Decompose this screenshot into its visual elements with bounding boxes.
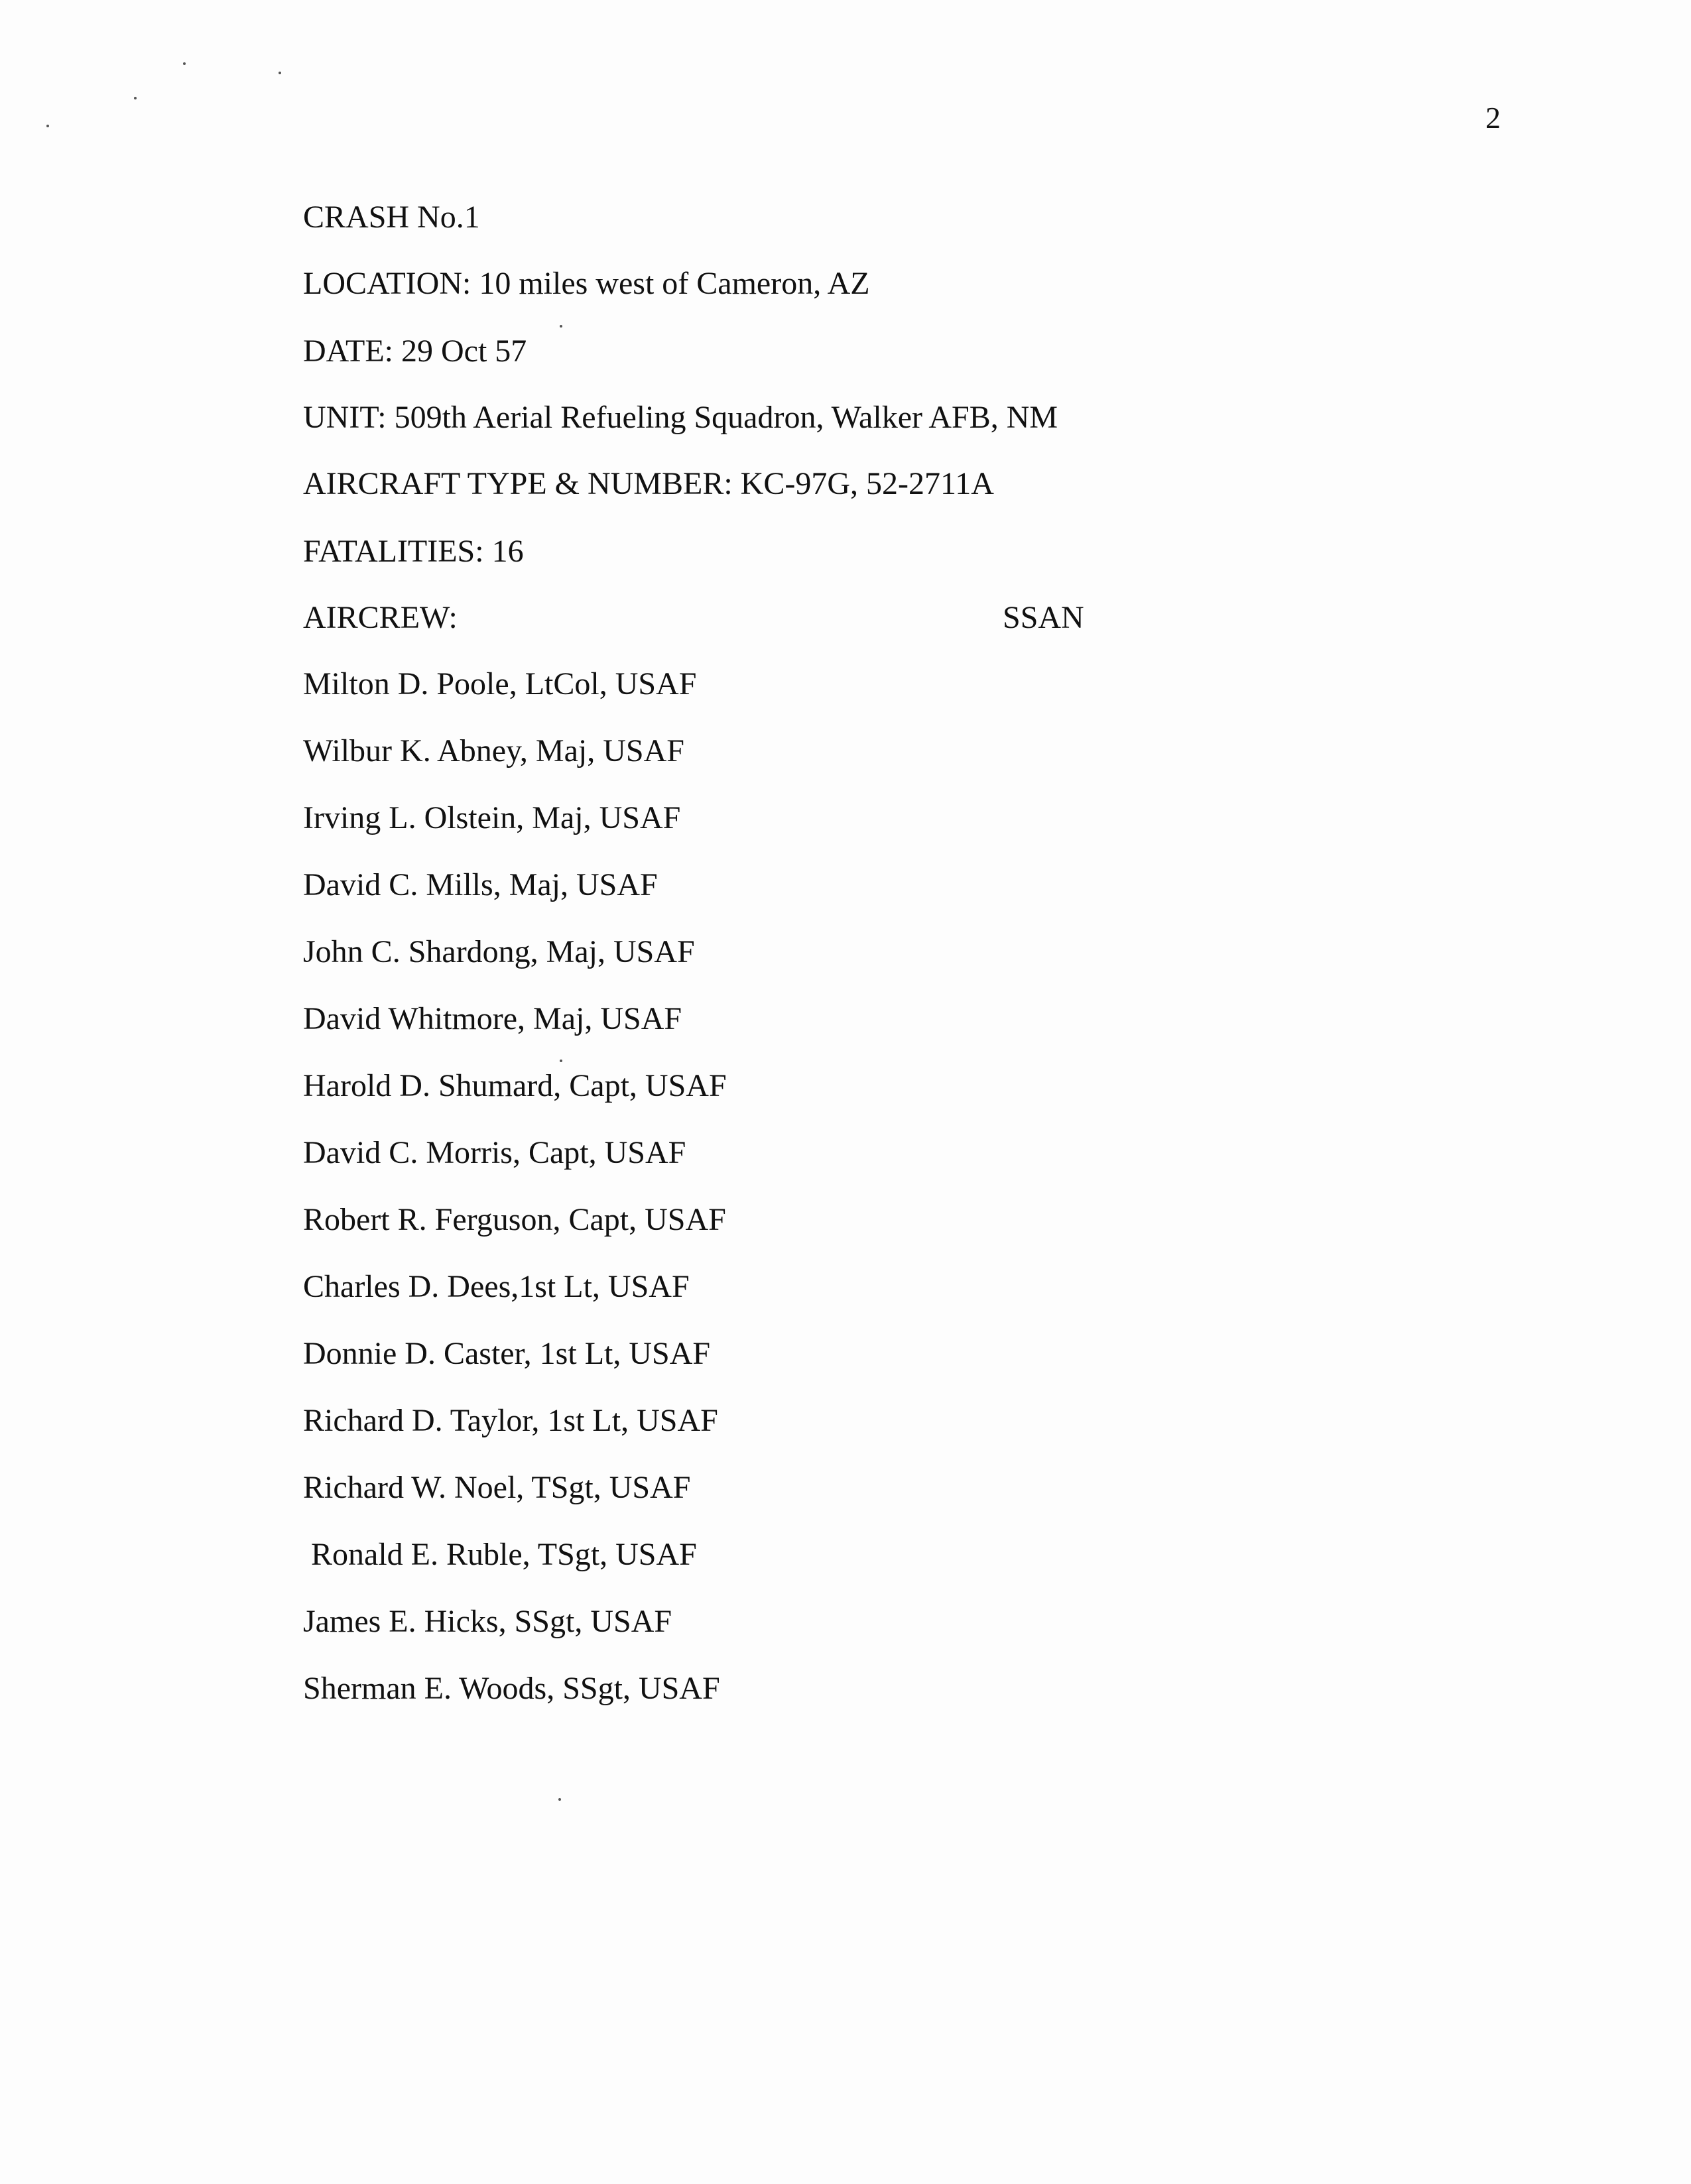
scan-speck [46,125,49,127]
ssan-column-header: SSAN [1003,600,1084,635]
scan-speck [279,72,281,74]
aircrew-member: Richard D. Taylor, 1st Lt, USAF [303,1403,718,1438]
scan-speck [558,1798,561,1801]
aircrew-member: John C. Shardong, Maj, USAF [303,934,695,969]
scan-speck [134,97,137,99]
page-number: 2 [1485,101,1501,135]
aircrew-list [303,664,727,1736]
crash-location: LOCATION: 10 miles west of Cameron, AZ [303,266,870,301]
aircrew-member: Richard W. Noel, TSgt, USAF [303,1470,691,1505]
aircrew-member: Harold D. Shumard, Capt, USAF [303,1068,727,1103]
scan-speck [560,325,562,328]
aircrew-member: Milton D. Poole, LtCol, USAF [303,666,697,701]
crash-unit: UNIT: 509th Aerial Refueling Squadron, Walker AFB, NM [303,400,1058,435]
aircrew-member: Irving L. Olstein, Maj, USAF [303,800,681,835]
aircrew-member: David Whitmore, Maj, USAF [303,1001,682,1036]
scan-speck [183,62,186,65]
aircrew-member: Charles D. Dees,1st Lt, USAF [303,1269,690,1304]
crash-date: DATE: 29 Oct 57 [303,334,527,369]
fatalities: FATALITIES: 16 [303,534,524,569]
aircrew-member: David C. Morris, Capt, USAF [303,1135,686,1170]
aircraft-type-number: AIRCRAFT TYPE & NUMBER: KC-97G, 52-2711A [303,466,994,501]
aircrew-member: David C. Mills, Maj, USAF [303,867,658,902]
crash-number: CRASH No.1 [303,200,480,235]
aircrew-member: James E. Hicks, SSgt, USAF [303,1604,672,1639]
aircrew-member: Sherman E. Woods, SSgt, USAF [303,1671,720,1706]
aircrew-label: AIRCREW: [303,600,458,635]
aircrew-member: Donnie D. Caster, 1st Lt, USAF [303,1336,711,1371]
aircrew-member: Robert R. Ferguson, Capt, USAF [303,1202,726,1237]
aircrew-member: Ronald E. Ruble, TSgt, USAF [303,1537,697,1572]
aircrew-member: Wilbur K. Abney, Maj, USAF [303,733,684,768]
